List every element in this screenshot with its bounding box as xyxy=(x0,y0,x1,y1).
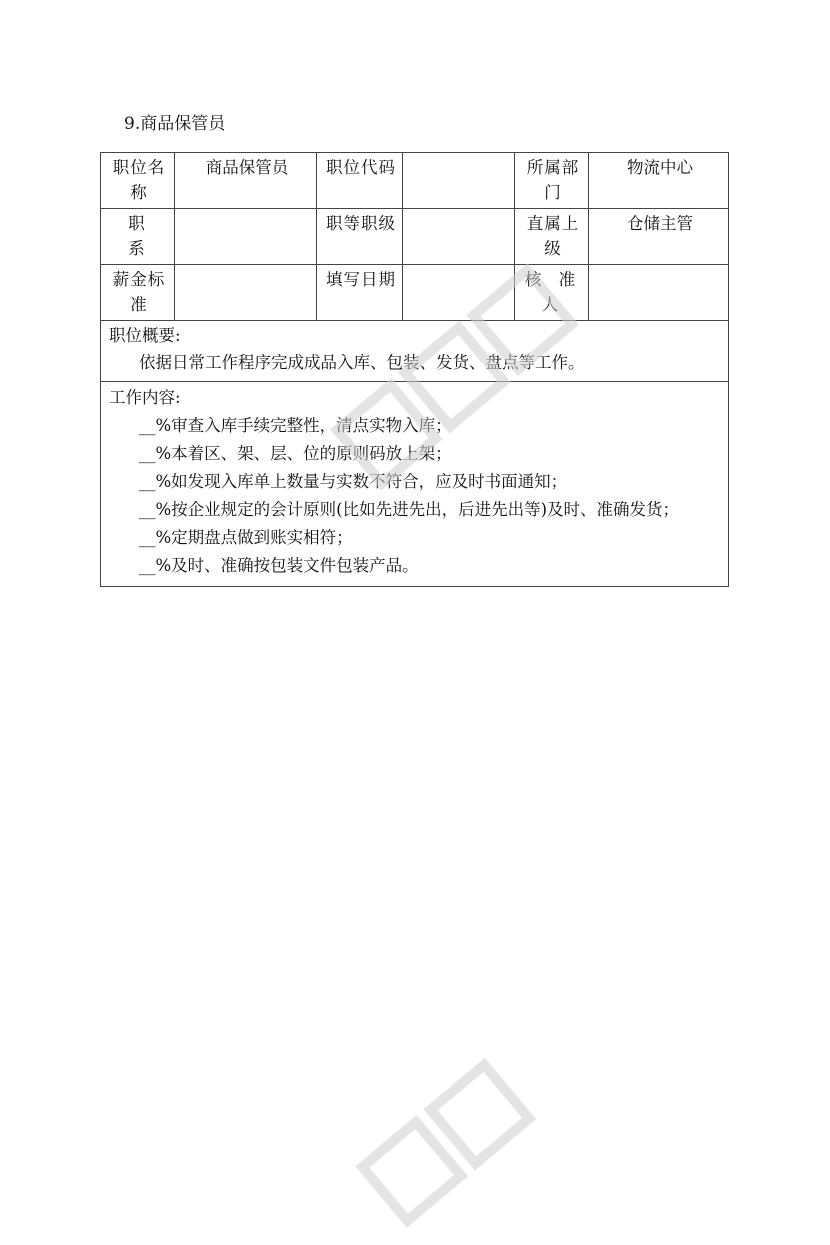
position-name-label: 职位名称 xyxy=(101,153,175,209)
grade-label: 职等职级 xyxy=(317,209,403,265)
department-label: 所属部门 xyxy=(515,153,589,209)
duties-title: 工作内容: xyxy=(109,388,181,407)
fill-date-label: 填写日期 xyxy=(317,265,403,321)
job-description-table xyxy=(100,152,729,587)
department-value: 物流中心 xyxy=(589,153,729,209)
table-row xyxy=(101,382,729,587)
summary-text: 依据日常工作程序完成成品入库、包装、发货、盘点等工作。 xyxy=(139,353,585,372)
list-item: __%及时、准确按包装文件包装产品。 xyxy=(139,556,419,575)
fill-date-value xyxy=(403,265,515,321)
watermark-graphic xyxy=(351,1022,588,1245)
approver-label: 核 准 人 xyxy=(515,265,589,321)
salary-label: 薪金标准 xyxy=(101,265,175,321)
supervisor-value: 仓储主管 xyxy=(589,209,729,265)
list-item: __%按企业规定的会计原则(比如先进先出，后进先出等)及时、准确发货； xyxy=(139,500,680,519)
list-item: __%本着区、架、层、位的原则码放上架； xyxy=(139,444,452,463)
job-family-label: 职 系 xyxy=(101,209,175,265)
summary-title: 职位概要: xyxy=(109,326,181,345)
supervisor-label: 直属上级 xyxy=(515,209,589,265)
table-row xyxy=(101,153,729,209)
position-code-label: 职位代码 xyxy=(317,153,403,209)
section-title: 9.商品保管员 xyxy=(124,114,226,134)
list-item: __%定期盘点做到账实相符； xyxy=(139,528,353,547)
position-name-value: 商品保管员 xyxy=(175,153,317,209)
list-item: __%如发现入库单上数量与实数不符合，应及时书面通知； xyxy=(139,472,568,491)
approver-value xyxy=(589,265,729,321)
duties-cell xyxy=(101,382,729,587)
summary-cell xyxy=(101,321,729,382)
salary-value xyxy=(175,265,317,321)
table-row xyxy=(101,209,729,265)
table-row xyxy=(101,265,729,321)
position-code-value xyxy=(403,153,515,209)
grade-value xyxy=(403,209,515,265)
job-family-value xyxy=(175,209,317,265)
list-item: __%审查入库手续完整性，清点实物入库； xyxy=(139,416,452,435)
table-row xyxy=(101,321,729,382)
